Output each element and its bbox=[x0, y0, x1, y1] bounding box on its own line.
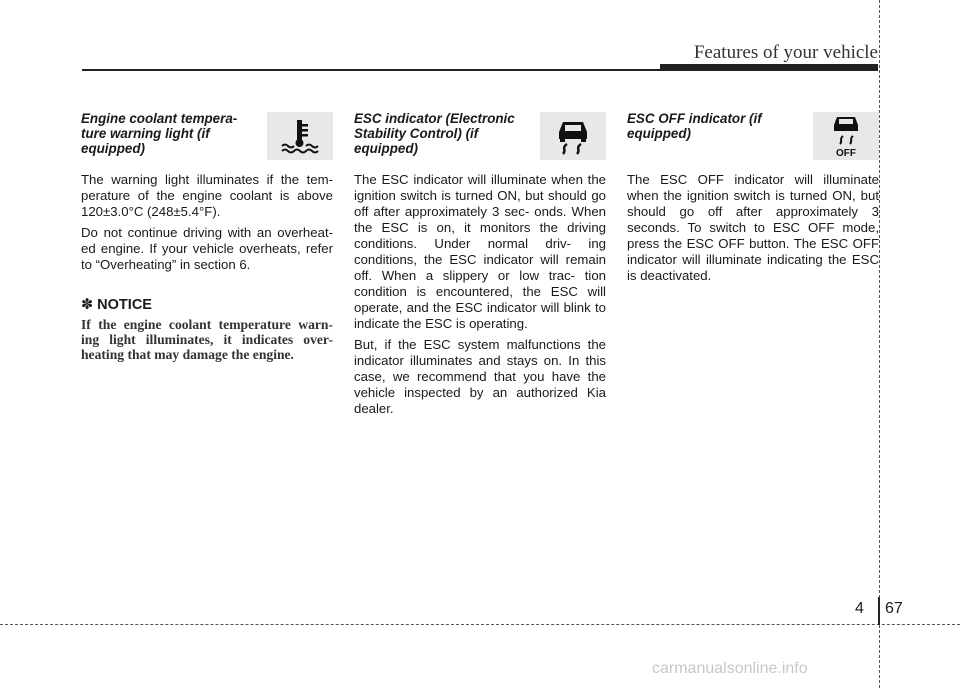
chapter-number: 4 bbox=[855, 600, 864, 617]
coolant-warning-section bbox=[81, 110, 333, 362]
section-title: ESC OFF indicator (if equipped) bbox=[627, 111, 762, 141]
page-number-divider bbox=[878, 597, 880, 625]
section-header-title: Features of your vehicle bbox=[693, 42, 878, 63]
notice-text: If the engine coolant temperature warn- ing light illuminates, it indicates over- heating that may damage the engine. bbox=[81, 317, 333, 362]
esc-off-icon bbox=[813, 112, 879, 160]
section-title: ESC indicator (Electronic Stability Control) (if equipped) bbox=[354, 111, 515, 156]
notice-title: ✽ NOTICE bbox=[81, 297, 152, 313]
paragraph: The warning light illuminates if the tem- perature of the engine coolant is above 120±3.0°C (248±5.4°F). bbox=[81, 172, 333, 219]
esc-indicator-section bbox=[354, 110, 606, 422]
esc-off-indicator-section bbox=[627, 110, 879, 289]
watermark: carmanualsonline.info bbox=[652, 660, 808, 677]
page-margin-guide bbox=[879, 0, 880, 688]
coolant-temperature-icon bbox=[267, 112, 333, 160]
section-title: Engine coolant tempera- ture warning light (if equipped) bbox=[81, 111, 238, 156]
esc-skid-car-icon bbox=[540, 112, 606, 160]
paragraph: Do not continue driving with an overheat- ed engine. If your vehicle overheats, refer to “Overheating” in section 6. bbox=[81, 225, 333, 272]
paragraph: The ESC indicator will illuminate when the ignition switch is turned ON, but should go off after approximately 3 sec- onds. When the ESC is on, it monitors the driving conditions. Under normal driv- ing conditions, the ESC indicator will remain off. When a slippery or low trac- tion condition is encountered, the ESC will operate, and the ESC indicator will blink to indicate the ESC is operating. bbox=[354, 172, 606, 331]
esc-off-icon-label: OFF bbox=[836, 148, 856, 158]
paragraph: But, if the ESC system malfunctions the indicator illuminates and stays on. In this case, we recommend that you have the vehicle inspected by an authorized Kia dealer. bbox=[354, 337, 606, 416]
footer-rule bbox=[0, 624, 960, 625]
paragraph: The ESC OFF indicator will illuminate when the ignition switch is turned ON, but should go off after approximately 3 seconds. To switch to ESC OFF mode, press the ESC OFF button. The ESC OFF indicator will illuminate indicating the ESC is deactivated. bbox=[627, 172, 879, 283]
header-rule bbox=[82, 69, 878, 71]
page-number: 67 bbox=[885, 600, 903, 617]
